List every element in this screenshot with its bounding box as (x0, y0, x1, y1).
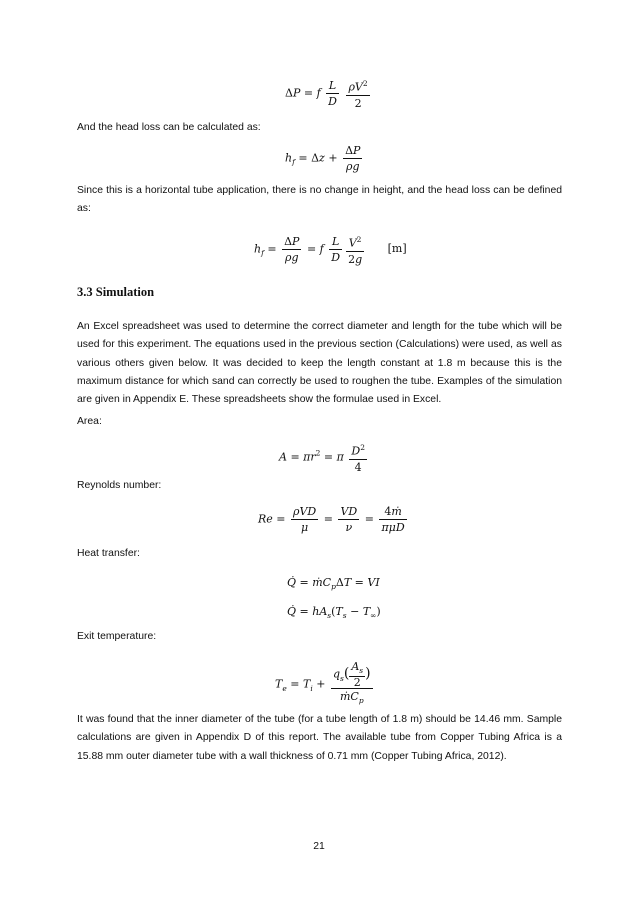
equation-head-loss-horizontal: $h_f$ = $\frac{\Delta P}{\rho g}$ = f $\frac{L}{D}$ $\frac{V^2}{2g}$ [m] (254, 232, 407, 267)
equation-pressure-drop: ΔP = f $\frac{L}{D}$ $\frac{\rho V^2}{2}$ (285, 76, 372, 111)
label-area: Area: (77, 416, 102, 427)
paragraph-conclusion: It was found that the inner diameter of the tube (for a tube length of 1.8 m) should be 14.46 mm. Sample calculations are given in Appendix D of this report. The available tube from Copper Tubing Africa is a 15.88 mm outer diameter tube with a wall thickness of 0.71 mm (Copper Tubing Africa, 2012). (77, 714, 562, 762)
equation-head-loss-general: $h_f = \Delta z$ + $\frac{\Delta P}{\rho g}$ (285, 144, 361, 173)
paragraph-simulation: An Excel spreadsheet was used to determine the correct diameter and length for the tube which will be used for this experiment. The equations used in the previous section (Calculations) were used, as well as various others given below. It was decided to keep the length constant at 1.8 m because this is the maximum distance for which sand can correctly be used to roughen the tube. Examples of the simulation are given in Appendix E. These spreadsheets show the formulae used in Excel. (77, 321, 562, 406)
paragraph-horizontal-tube: Since this is a horizontal tube application, there is no change in height, and the head loss can be defined as: (77, 185, 562, 215)
equation-area: $A = \pi r^2 = \pi$ $\frac{D^2}{4}$ (279, 440, 369, 475)
label-reynolds-number: Reynolds number: (77, 480, 162, 491)
equation-reynolds: Re = $\frac{\text{ρVD}}{\mu}$ = $\frac{VD}{\nu}$ = $\frac{\text{4ṁ}}{\text{πμD}}$ (258, 505, 405, 534)
section-heading: 3.3 Simulation (77, 285, 155, 299)
label-heat-transfer: Heat transfer: (77, 548, 140, 559)
label-exit-temperature: Exit temperature: (77, 631, 157, 642)
page-number: 21 (313, 841, 325, 852)
unit-meters: [m] (387, 242, 407, 256)
equation-exit-temperature: $T_e = T_i$ + $q_s$( $\frac{A_s}{2}$ ) ṁC$_p$ (275, 660, 371, 706)
equation-heat-transfer-2: Q̇ = $hA_s(T_s - T_\infty)$ (287, 605, 381, 621)
equation-heat-transfer-1: Q̇ = ṁC$_p$ΔT = VI (287, 576, 380, 592)
paragraph-head-loss-intro: And the head loss can be calculated as: (77, 122, 261, 133)
